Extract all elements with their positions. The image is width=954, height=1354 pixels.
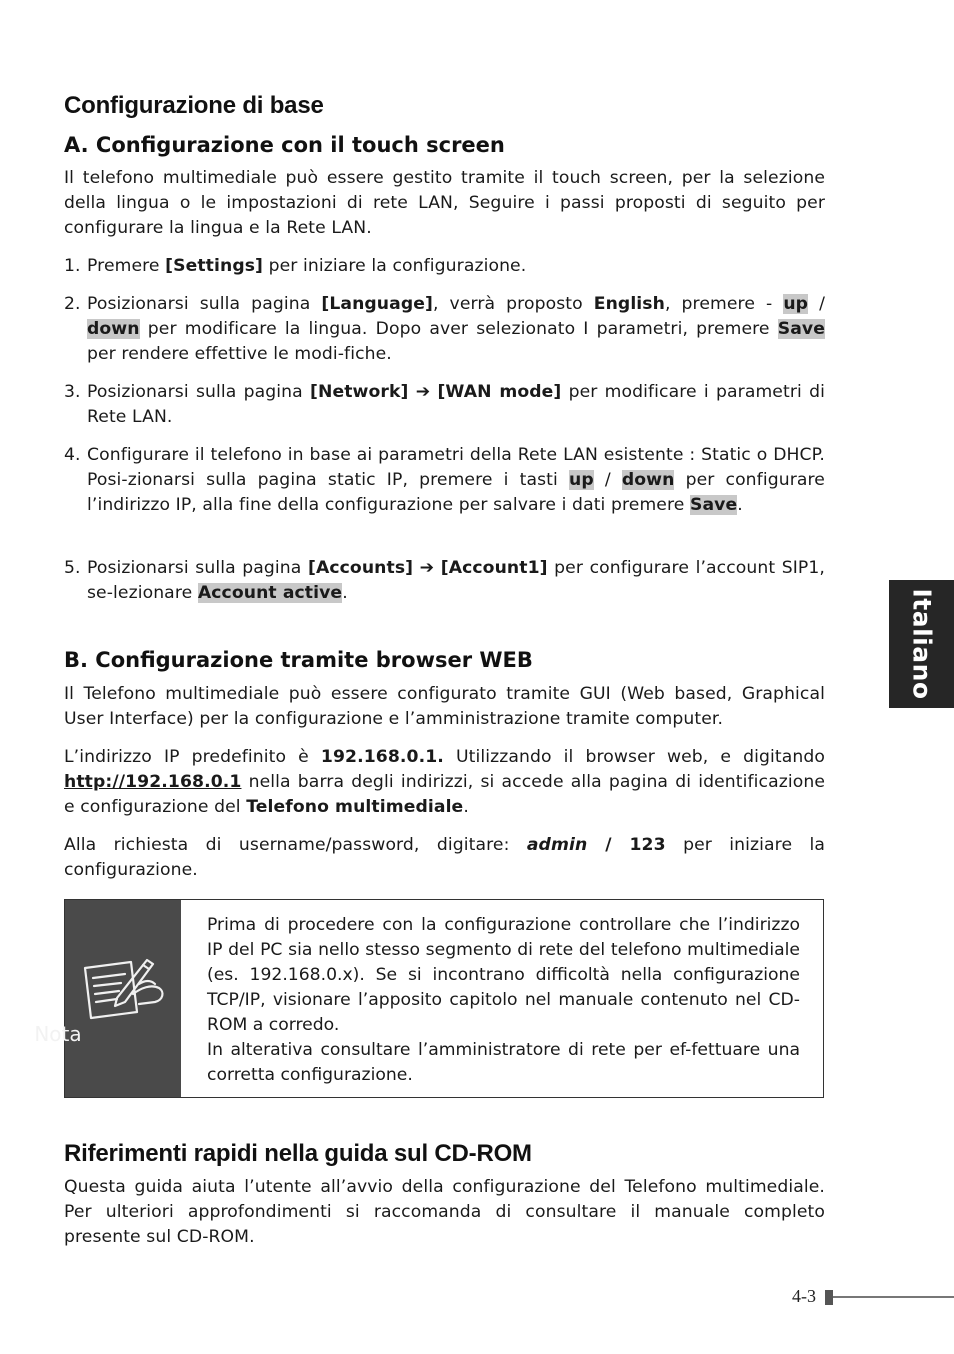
arrow-icon: ➔ — [415, 382, 431, 402]
section-a-intro: Il telefono multimediale può essere gestito tramite il touch screen, per la selezione della lingua o le impostazioni di rete LAN, Seguire i passi proposti di seguito per configurare la lingua e la Rete LAN. — [64, 168, 825, 238]
list-item: 2. Posizionarsi sulla pagina [Language], verrà proposto English, premere - up / down per modificare la lingua. Dopo aver selezionato I parametri, premere Save per rendere effettive le modi-fiche. — [64, 294, 825, 364]
section-b-paragraph: Il Telefono multimediale può essere configurato tramite GUI (Web based, Graphical User Interface) per la configurazione e l’amministrazione tramite computer. — [64, 684, 825, 729]
list-item: 3. Posizionarsi sulla pagina [Network] ➔ [WAN mode] per modificare i parametri di Rete LAN. — [64, 382, 825, 427]
save-key: Save — [690, 495, 738, 515]
list-item: 4. Configurare il telefono in base ai parametri della Rete LAN esistente : Static o DHCP. Posi-zionarsi sulla pagina static IP, premere i tasti up / down per configurare l’indirizzo IP, alla fine della configurazione per salvare i dati premere Save. — [64, 445, 825, 515]
account-active-key: Account active — [197, 583, 343, 603]
section-ref-title: Riferimenti rapidi nella guida sul CD-ROM — [64, 1140, 532, 1167]
up-key: up — [783, 294, 809, 314]
down-key: down — [621, 470, 675, 490]
note-sidebar — [65, 900, 181, 1097]
list-item: 5. Posizionarsi sulla pagina [Accounts] ➔ [Account1] per configurare l’account SIP1, se-lezionare Account active. — [64, 558, 825, 603]
section-a-title: A. Configurazione con il touch screen — [64, 133, 505, 157]
default-ip-link[interactable]: http://192.168.0.1 — [64, 772, 242, 792]
section-b-paragraph: Alla richiesta di username/password, digitare: admin / 123 per iniziare la configurazione. — [64, 835, 826, 880]
side-tab-label: Italiano — [907, 588, 936, 700]
list-item: 1. Premere [Settings] per iniziare la configurazione. — [64, 256, 527, 276]
note-text: Prima di procedere con la configurazione controllare che l’indirizzo IP del PC sia nello stesso segmento di rete del telefono multimediale (es. 192.168.0.x). Se si incontrano difficoltà nella configurazione TCP/IP, visionare l’apposito capitolo nel manuale contenuto nel CD-ROM a corredo. In alterativa consultare l’amministratore di rete per ef-fettuare una corretta configurazione. — [207, 915, 800, 1085]
note-pencil-icon — [81, 954, 167, 1024]
page-marker — [825, 1290, 833, 1305]
section-ref-paragraph: Questa guida aiuta l’utente all’avvio della configurazione del Telefono multimediale. Per ulteriori approfondimenti si raccomanda di consultare il manuale completo presente sul CD-ROM. — [64, 1177, 825, 1247]
section-b-paragraph: L’indirizzo IP predefinito è 192.168.0.1. Utilizzando il browser web, e digitando http://192.168.0.1 nella barra degli indirizzi, si accede alla pagina di identificazione e configurazione del Telefono multimediale. — [64, 747, 825, 817]
page-rule — [833, 1296, 954, 1298]
down-key: down — [87, 319, 140, 339]
up-key: up — [568, 470, 594, 490]
section-b-title: B. Configurazione tramite browser WEB — [64, 648, 533, 672]
note-label: Nota — [34, 1022, 82, 1046]
language-side-tab — [889, 580, 954, 708]
save-key: Save — [777, 319, 825, 339]
page-number: 4-3 — [792, 1286, 816, 1306]
page-title: Configurazione di base — [64, 92, 324, 119]
arrow-icon: ➔ — [419, 558, 435, 578]
note-box — [64, 899, 824, 1098]
